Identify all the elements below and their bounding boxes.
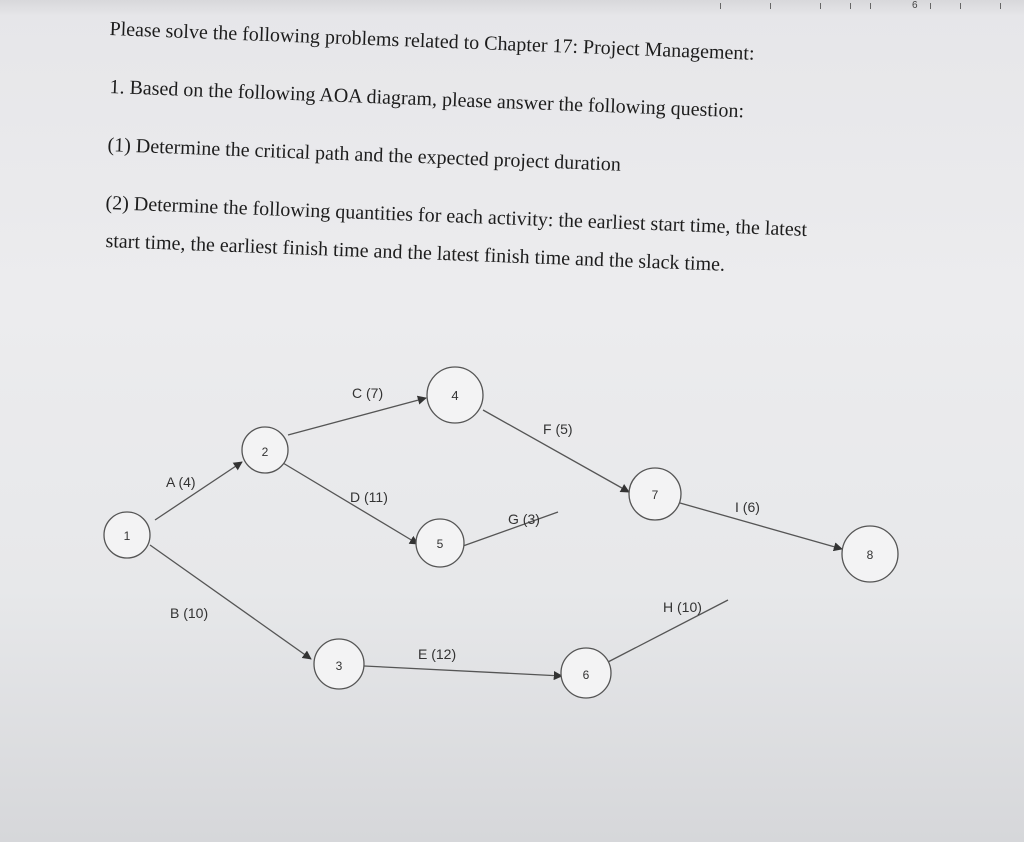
svg-text:6: 6 bbox=[582, 668, 590, 682]
subquestion-1: (1) Determine the critical path and the expected project duration bbox=[107, 134, 622, 176]
label-d: D (11) bbox=[350, 489, 388, 505]
arrow-b bbox=[150, 545, 311, 659]
svg-text:3: 3 bbox=[335, 659, 343, 673]
label-b: B (10) bbox=[170, 605, 209, 621]
node-1 bbox=[104, 512, 150, 558]
arrow-e bbox=[364, 666, 562, 676]
node-2 bbox=[242, 427, 288, 473]
svg-text:4: 4 bbox=[451, 388, 459, 403]
node-4 bbox=[427, 367, 483, 423]
label-c: C (7) bbox=[352, 385, 384, 401]
label-a: A (4) bbox=[166, 474, 196, 490]
label-f: F (5) bbox=[543, 421, 573, 437]
node-8 bbox=[842, 526, 898, 582]
svg-text:8: 8 bbox=[866, 548, 874, 562]
svg-text:5: 5 bbox=[436, 537, 444, 551]
label-h: H (10) bbox=[663, 599, 702, 615]
svg-text:2: 2 bbox=[261, 445, 269, 459]
question-1: 1. Based on the following AOA diagram, please answer the following question: bbox=[109, 76, 745, 123]
label-g: G (3) bbox=[508, 511, 540, 527]
problem-heading: Please solve the following problems related to Chapter 17: Project Management: bbox=[109, 18, 755, 65]
arrow-c bbox=[288, 398, 426, 435]
arrow-i bbox=[680, 503, 842, 549]
arrow-a bbox=[155, 462, 242, 520]
subquestion-2: (2) Determine the following quantities for each activity: the earliest start time, the latest bbox=[105, 192, 808, 241]
svg-text:1: 1 bbox=[123, 529, 131, 543]
ruler-number: 6 bbox=[912, 0, 918, 11]
node-6 bbox=[561, 648, 611, 698]
node-3 bbox=[314, 639, 364, 689]
label-i: I (6) bbox=[735, 499, 760, 515]
node-7 bbox=[629, 468, 681, 520]
svg-text:7: 7 bbox=[651, 488, 659, 502]
node-5 bbox=[416, 519, 464, 567]
label-e: E (12) bbox=[418, 646, 457, 662]
subquestion-2-continued: start time, the earliest finish time and the latest finish time and the slack time. bbox=[105, 230, 726, 276]
